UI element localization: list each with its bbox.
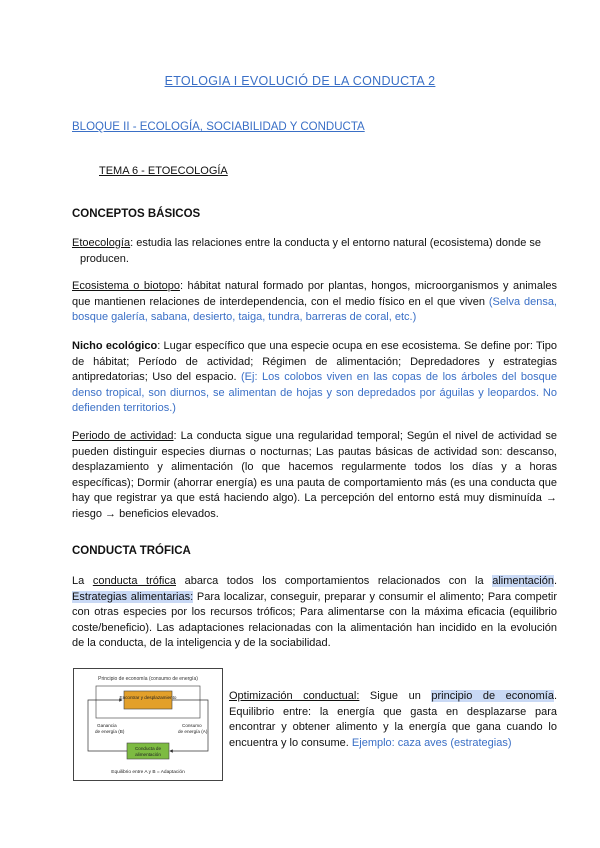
text-trofica-c: .: [553, 575, 558, 587]
section-heading-conceptos: CONCEPTOS BÁSICOS: [72, 208, 201, 220]
text-optimizacion-b: . Equilibrio entre: la energía que gasta en desplazarse para encontrar y obtener alimento y la energía que gana cuando lo encuentra y lo consume.: [229, 690, 557, 749]
example-nicho: (Ej: Los colobos viven en las copas de los árboles del bosque denso tropical, son diurnos, se alimentan de hojas y son depredados por águilas y leopardos. No defienden territorios.): [72, 371, 557, 414]
diagram-left-label-2: de energía (B): [95, 729, 125, 734]
example-optimizacion: Ejemplo: caza aves (estrategias): [351, 736, 512, 749]
highlight-principio: principio de economía: [431, 690, 554, 702]
paragraph-optimizacion: [229, 689, 557, 751]
term-nicho: Nicho ecológico: [72, 340, 158, 352]
text-trofica-a: La: [72, 575, 85, 587]
section-heading-trofica: CONDUCTA TRÓFICA: [72, 545, 191, 557]
text-etoecologia: : estudia las relaciones entre la conducta y el entorno natural (ecosistema) donde se: [130, 237, 542, 249]
diagram-title: Principio de economía (consumo de energía): [98, 676, 198, 682]
highlight-alimentacion: alimentación: [492, 575, 554, 587]
diagram-box-bottom-label-1: Conducta de: [134, 746, 162, 751]
highlight-estrategias: Estrategias alimentarias:: [72, 590, 194, 603]
example-ecosistema: (Selva densa, bosque galería, sabana, desierto, taiga, tundra, barreras de coral, etc.): [72, 295, 557, 323]
diagram-right-label-1: Consumo: [182, 723, 202, 728]
text-optimizacion-a: Sigue un: [359, 690, 421, 702]
term-etoecologia: Etoecología: [72, 237, 131, 249]
economy-principle-diagram: [73, 668, 223, 781]
diagram-box-top: [124, 691, 172, 709]
diagram-left-label-1: Ganancia: [97, 723, 117, 728]
block-heading[interactable]: BLOQUE II - ECOLOGÍA, SOCIABILIDAD Y CONDUCTA: [72, 121, 365, 133]
term-periodo: Periodo de actividad: [72, 430, 174, 442]
text-estrategias: Para localizar, conseguir, preparar y consumir el alimento; Para competir con otras especies por los recursos tróficos; Para alimentarse con la máxima eficacia (equilibrio coste/beneficio). Las adaptaciones relacionadas con la alimentación han incidido en la evolución de la conducta, de la inteligencia y de la sociabilidad.: [72, 590, 557, 649]
topic-heading: TEMA 6 - ETOECOLOGÍA: [99, 165, 228, 177]
term-optimizacion: Optimización conductual:: [229, 690, 360, 702]
diagram-footer: Equilibrio entre A y B = Adaptación: [111, 770, 185, 775]
diagram-box-top-label: Encontrar y desplazamiento: [119, 695, 177, 700]
diagram-box-bottom-label-2: alimentación: [135, 752, 161, 757]
text-periodo: : La conducta sigue una regularidad temporal; Según el nivel de actividad se pueden distinguir especies diurnas o nocturnas; Las pautas básicas de actividad son: descanso, desplazamiento y alimentación (lo que hacemos regularmente todos los días y a horas específicas); Dormir (ahorrar energía) es una pauta de comportamiento más (es una conducta que hay que registrar ya que está haciendo algo). La percepción del entorno está muy disminuída → riesgo → beneficios elevados.: [72, 430, 557, 520]
paragraph-nicho: [72, 339, 557, 417]
term-ecosistema: Ecosistema o biotopo: [72, 280, 180, 292]
term-conducta-trofica: conducta trófica: [92, 575, 176, 587]
text-trofica-b: abarca todos los comportamientos relacionados con la: [184, 575, 484, 587]
diagram-svg: [74, 669, 222, 780]
text-nicho: : Lugar específico que una especie ocupa en ese ecosistema. Se define por: Tipo de hábitat; Período de actividad; Régimen de alimentación; Depredadores y estrategias antipredatorias; Uso del espacio.: [72, 340, 557, 383]
diagram-right-label-2: de energía (A): [178, 729, 208, 734]
text-ecosistema: : hábitat natural formado por plantas, hongos, microorganismos y animales que mantienen relaciones de interdependencia, con el medio físico en el que viven: [72, 280, 558, 308]
paragraph-ecosistema: [72, 279, 557, 326]
text-etoecologia-cont: producen.: [80, 252, 129, 265]
paragraph-trofica: [72, 574, 557, 652]
document-title: ETOLOGIA I EVOLUCIÓ DE LA CONDUCTA 2: [164, 74, 436, 88]
paragraph-periodo: [72, 429, 557, 522]
paragraph-etoecologia: [72, 236, 557, 267]
